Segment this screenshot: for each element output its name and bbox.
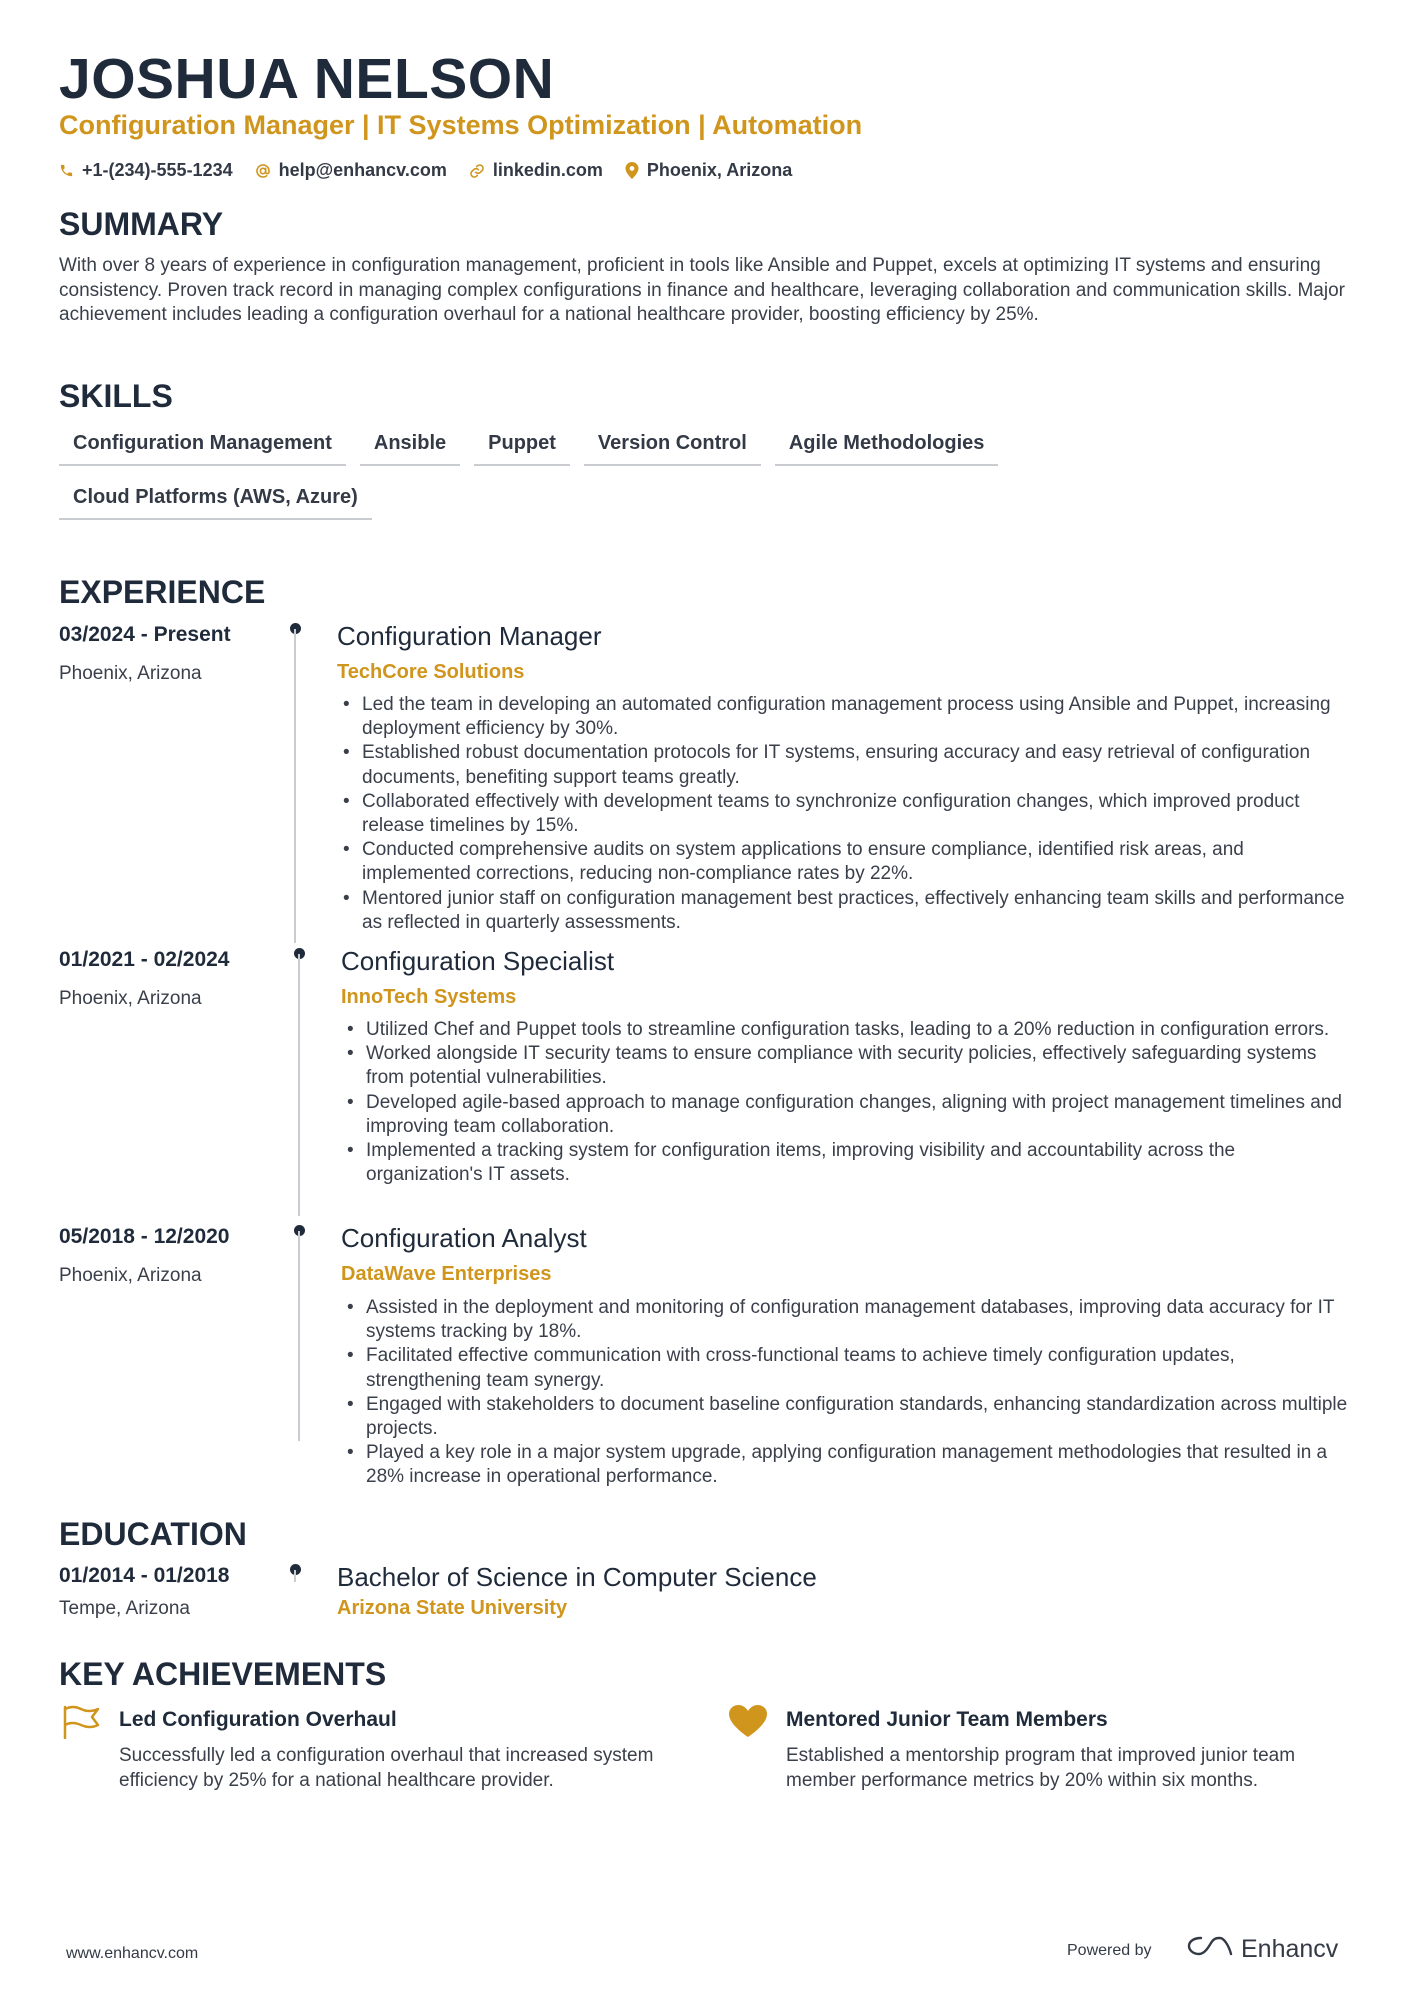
powered-by-label: Powered by [1067,1942,1152,1959]
footer-url[interactable]: www.enhancv.com [66,1945,199,1962]
enhancv-logo-icon [1187,1934,1233,1965]
job-company: InnoTech Systems [341,986,517,1008]
job-bullets [341,1296,1351,1490]
link-icon [469,163,485,179]
timeline-line [298,1231,300,1441]
contact-linkedin[interactable] [469,160,603,181]
location-pin-icon [625,162,639,179]
list-item: • Mentored junior staff on configuration management best practices, effectively enhancing team skills and performance as reflected in quarterly assessments. [337,887,1347,935]
education-location: Tempe, Arizona [59,1598,190,1619]
contact-email[interactable] [255,160,447,181]
achievement-title: Mentored Junior Team Members [786,1708,1108,1731]
brand-logo[interactable] [1187,1934,1338,1965]
list-item: • Established robust documentation protocols for IT systems, ensuring accuracy and easy retrieval of configuration documents, benefiting support teams greatly. [337,741,1347,789]
achievement-description: Successfully led a configuration overhaul that increased system efficiency by 25% for a national healthcare provider. [119,1745,654,1791]
job-bullets [337,693,1347,935]
list-item: • Led the team in developing an automated configuration management process using Ansible and Puppet, increasing deployment efficiency by 30%. [337,693,1347,741]
job-company: TechCore Solutions [337,661,525,683]
candidate-headline: Configuration Manager | IT Systems Optimization | Automation [59,110,863,140]
job-location: Phoenix, Arizona [59,1265,202,1286]
list-item: • Collaborated effectively with development teams to synchronize configuration changes, which improved product release timelines by 15%. [337,790,1347,838]
list-item: • Worked alongside IT security teams to ensure compliance with security policies, effectively safeguarding systems from potential vulnerabilities. [341,1042,1351,1090]
skill-tag: Ansible [360,432,460,466]
heart-icon [728,1704,768,1743]
list-item: • Utilized Chef and Puppet tools to streamline configuration tasks, leading to a 20% reduction in configuration errors. [341,1018,1351,1042]
achievement-title: Led Configuration Overhaul [119,1708,397,1731]
location-text: Phoenix, Arizona [646,160,793,180]
school-name: Arizona State University [337,1597,568,1619]
summary-heading: SUMMARY [59,206,224,242]
job-title: Configuration Specialist [341,946,615,976]
job-bullets [341,1018,1351,1187]
job-company: DataWave Enterprises [341,1263,552,1285]
job-location: Phoenix, Arizona [59,663,202,684]
skills-heading: SKILLS [59,378,173,414]
education-heading: EDUCATION [59,1516,247,1552]
list-item: • Assisted in the deployment and monitoring of configuration management databases, improving data accuracy for IT systems tracking by 18%. [341,1296,1351,1344]
phone-icon [59,163,74,178]
list-item: • Engaged with stakeholders to document baseline configuration standards, enhancing standardization across multiple projects. [341,1393,1351,1441]
timeline-line [294,1570,296,1582]
job-title: Configuration Analyst [341,1223,587,1253]
contact-location [625,160,792,181]
at-icon [255,163,271,179]
skill-tag: Configuration Management [59,432,346,466]
job-title: Configuration Manager [337,621,602,651]
contact-phone[interactable] [59,160,233,181]
candidate-name: JOSHUA NELSON [59,47,555,111]
brand-name: Enhancv [1241,1935,1339,1963]
timeline-line [298,954,300,1216]
job-dates: 05/2018 - 12/2020 [59,1225,230,1248]
skills-list [59,432,1259,520]
list-item: • Facilitated effective communication with cross-functional teams to achieve timely configuration updates, strengthening team synergy. [341,1344,1351,1392]
summary-text: With over 8 years of experience in configuration management, proficient in tools like Ansible and Puppet, excels at optimizing IT systems and ensuring consistency. Proven track record in managing complex configurations in finance and healthcare, leveraging collaboration and communication skills. Major achievement includes leading a configuration overhaul for a national healthcare provider, boosting efficiency by 25%. [59,255,1345,325]
job-location: Phoenix, Arizona [59,988,202,1009]
job-dates: 01/2021 - 02/2024 [59,948,230,971]
list-item: • Implemented a tracking system for configuration items, improving visibility and accountability across the organization's IT assets. [341,1139,1351,1187]
list-item: • Developed agile-based approach to manage configuration changes, aligning with project management timelines and improving team collaboration. [341,1091,1351,1139]
timeline-line [294,629,296,943]
experience-heading: EXPERIENCE [59,574,266,610]
list-item: • Played a key role in a major system upgrade, applying configuration management methodologies that resulted in a 28% increase in operational performance. [341,1441,1351,1489]
education-dates: 01/2014 - 01/2018 [59,1564,230,1587]
skill-tag: Cloud Platforms (AWS, Azure) [59,486,372,520]
linkedin-text: linkedin.com [492,160,603,180]
flag-icon [62,1705,102,1744]
skill-tag: Version Control [584,432,761,466]
job-dates: 03/2024 - Present [59,623,231,646]
list-item: • Conducted comprehensive audits on system applications to ensure compliance, identified risk areas, and implemented corrections, reducing non-compliance rates by 22%. [337,838,1347,886]
achievement-description: Established a mentorship program that improved junior team member performance metrics by 20% within six months. [786,1745,1296,1791]
phone-text: +1-(234)-555-1234 [82,160,233,180]
degree-title: Bachelor of Science in Computer Science [337,1562,817,1592]
skill-tag: Puppet [474,432,570,466]
email-text: help@enhancv.com [278,160,447,180]
contact-bar [59,160,792,181]
skill-tag: Agile Methodologies [775,432,999,466]
achievements-heading: KEY ACHIEVEMENTS [59,1656,387,1692]
